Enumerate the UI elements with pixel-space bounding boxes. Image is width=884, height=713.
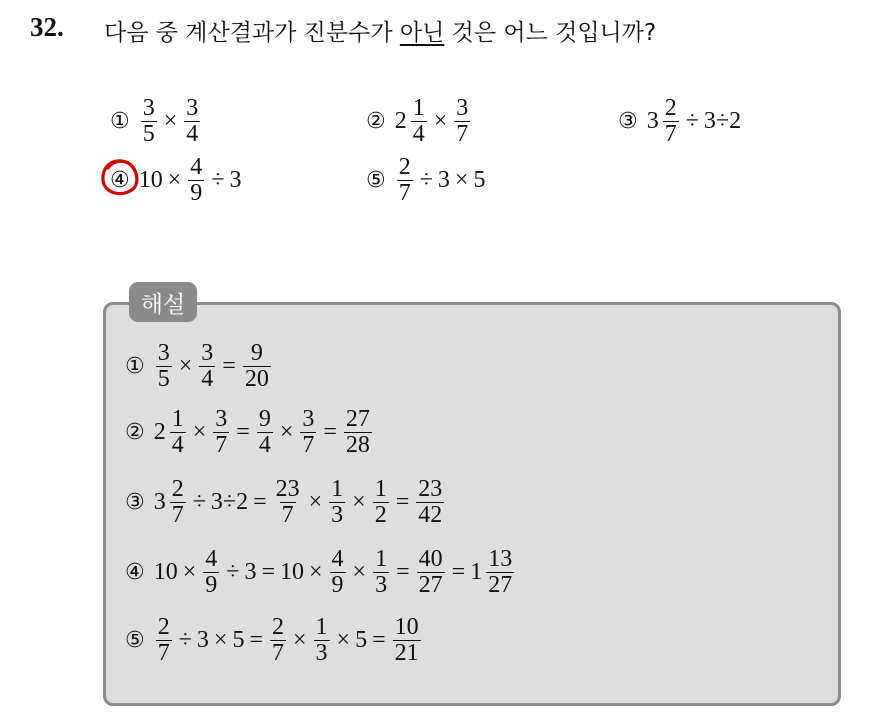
fraction-numerator: 3 <box>215 406 228 432</box>
operator: ÷ <box>685 108 699 135</box>
fraction-denominator: 27 <box>488 572 513 599</box>
fraction-denominator: 4 <box>201 366 214 393</box>
number-text: 3 <box>229 167 242 194</box>
number-text: 5 <box>232 627 245 654</box>
operator: = <box>222 353 236 380</box>
fraction-denominator: 4 <box>258 432 271 459</box>
operator: × <box>352 489 366 516</box>
fraction-denominator: 7 <box>302 432 315 459</box>
fraction-denominator: 42 <box>418 502 443 529</box>
question-text-after: 것은 어느 것입니까? <box>444 20 657 46</box>
choice-1[interactable] <box>110 96 203 147</box>
fraction-denominator: 9 <box>190 180 203 207</box>
number-text: 5 <box>355 627 368 654</box>
fraction <box>270 615 286 666</box>
fraction-denominator: 9 <box>205 572 218 599</box>
number-text: 10 <box>280 559 304 586</box>
fraction-denominator: 4 <box>412 121 425 148</box>
operator: × <box>454 167 469 194</box>
number-text: 3 <box>646 108 659 135</box>
fraction-numerator: 13 <box>488 546 513 572</box>
fraction-numerator: 1 <box>412 95 425 121</box>
number-text: 2 <box>394 108 407 135</box>
operator: × <box>309 559 323 586</box>
fraction-numerator: 1 <box>171 406 184 432</box>
fraction-numerator: 3 <box>456 95 469 121</box>
fraction <box>156 615 172 666</box>
fraction <box>274 477 302 528</box>
choice-marker: ① <box>125 354 145 380</box>
number-text: 2 <box>153 419 166 446</box>
fraction-numerator: 23 <box>418 476 443 502</box>
fraction-denominator: 20 <box>244 366 269 393</box>
number-text: 3 <box>244 559 257 586</box>
fraction-numerator: 1 <box>375 546 388 572</box>
operator: × <box>293 627 307 654</box>
fraction <box>417 547 445 598</box>
fraction <box>141 96 157 147</box>
operator: × <box>336 627 351 654</box>
fraction-denominator: 7 <box>215 432 228 459</box>
solution-line-5 <box>125 615 424 666</box>
fraction-numerator: 9 <box>258 406 271 432</box>
fraction-denominator: 7 <box>157 640 170 667</box>
number-text: 3÷2 <box>703 108 742 135</box>
fraction-denominator: 7 <box>281 502 294 529</box>
fraction-numerator: 1 <box>315 614 328 640</box>
operator: × <box>163 108 178 135</box>
operator: × <box>178 353 193 380</box>
operator: = <box>451 559 466 586</box>
operator: × <box>167 167 182 194</box>
operator: ÷ <box>419 167 433 194</box>
operator: × <box>433 108 448 135</box>
fraction <box>257 407 273 458</box>
choice-marker: ① <box>110 109 130 135</box>
fraction-denominator: 3 <box>315 640 328 667</box>
fraction-denominator: 3 <box>375 572 388 599</box>
operator: ÷ <box>178 627 192 654</box>
fraction-numerator: 4 <box>190 154 203 180</box>
fraction <box>156 341 172 392</box>
fraction-numerator: 2 <box>664 95 677 121</box>
number-text: 10 <box>153 559 178 586</box>
fraction-denominator: 7 <box>456 121 469 148</box>
fraction-numerator: 3 <box>302 406 315 432</box>
fraction <box>199 341 215 392</box>
operator: = <box>249 627 263 654</box>
fraction <box>397 155 413 206</box>
operator: × <box>213 627 228 654</box>
operator: ÷ <box>192 489 206 516</box>
operator: = <box>236 419 250 446</box>
fraction <box>344 407 372 458</box>
fraction-denominator: 28 <box>345 432 370 459</box>
choice-marker: ② <box>366 109 386 135</box>
answer-circle-mark <box>98 156 142 200</box>
choice-marker: ⑤ <box>125 628 145 654</box>
fraction-numerator: 3 <box>186 95 199 121</box>
choice-3[interactable] <box>618 96 742 147</box>
fraction-numerator: 40 <box>418 546 443 572</box>
operator: = <box>323 419 337 446</box>
operator: × <box>352 559 367 586</box>
fraction-numerator: 10 <box>394 614 419 640</box>
fraction <box>663 96 679 147</box>
operator: ÷ <box>211 167 225 194</box>
fraction-denominator: 5 <box>142 121 155 148</box>
fraction-denominator: 2 <box>374 502 387 529</box>
fraction <box>314 615 330 666</box>
operator: × <box>279 419 294 446</box>
fraction-numerator: 2 <box>398 154 411 180</box>
fraction-numerator: 3 <box>142 95 155 121</box>
fraction <box>393 615 421 666</box>
fraction <box>416 477 444 528</box>
fraction-denominator: 7 <box>171 502 184 529</box>
fraction-denominator: 7 <box>272 640 284 667</box>
fraction <box>213 407 229 458</box>
solution-line-3 <box>125 477 447 528</box>
fraction-numerator: 2 <box>171 476 184 502</box>
question-text <box>104 14 656 47</box>
fraction-numerator: 27 <box>345 406 370 432</box>
choice-marker: ④ <box>125 560 145 586</box>
solution-line-1 <box>125 341 274 392</box>
fraction-numerator: 1 <box>374 476 387 502</box>
fraction <box>184 96 200 147</box>
fraction-numerator: 3 <box>157 340 170 366</box>
choice-marker: ⑤ <box>366 168 386 194</box>
operator: = <box>396 559 410 586</box>
number-text: 3 <box>437 167 450 194</box>
number-text: 3 <box>153 489 166 516</box>
fraction-numerator: 3 <box>201 340 214 366</box>
operator: = <box>253 489 267 516</box>
fraction-denominator: 9 <box>331 572 344 599</box>
fraction-denominator: 7 <box>398 180 411 207</box>
choice-marker: ③ <box>618 109 638 135</box>
fraction <box>329 477 345 528</box>
number-text: 1 <box>470 559 483 586</box>
fraction-denominator: 27 <box>418 572 443 599</box>
question-number: 32. <box>30 12 64 42</box>
fraction <box>373 477 389 528</box>
number-text: 3 <box>196 627 209 654</box>
fraction <box>170 407 186 458</box>
solution-line-2 <box>125 407 375 458</box>
fraction-denominator: 7 <box>664 121 677 148</box>
fraction-numerator: 4 <box>331 546 344 572</box>
fraction-numerator: 2 <box>157 614 170 640</box>
number-text: 10 <box>138 167 163 194</box>
fraction <box>203 547 219 598</box>
fraction <box>411 96 427 147</box>
fraction-denominator: 3 <box>331 502 344 529</box>
operator: = <box>261 559 275 586</box>
fraction <box>300 407 316 458</box>
fraction-numerator: 23 <box>275 476 300 502</box>
operator: × <box>308 489 323 516</box>
choice-marker: ② <box>125 420 145 446</box>
fraction <box>330 547 346 598</box>
fraction <box>486 547 514 598</box>
choice-marker: ④ <box>110 168 130 194</box>
choice-2[interactable] <box>366 96 473 147</box>
fraction <box>454 96 470 147</box>
fraction-denominator: 4 <box>186 121 199 148</box>
fraction-denominator: 21 <box>394 640 419 667</box>
choice-marker: ③ <box>125 490 145 516</box>
fraction-numerator: 4 <box>205 546 218 572</box>
solution-tab: 해설 <box>129 282 197 322</box>
operator: = <box>395 489 410 516</box>
operator: ÷ <box>226 559 240 586</box>
fraction <box>243 341 271 392</box>
operator: × <box>192 419 207 446</box>
choice-5[interactable] <box>366 155 486 206</box>
fraction-numerator: 1 <box>331 476 344 502</box>
operator: = <box>372 627 386 654</box>
fraction <box>373 547 389 598</box>
number-text: 5 <box>473 167 486 194</box>
fraction <box>170 477 186 528</box>
fraction <box>188 155 204 206</box>
question-text-before: 다음 중 계산결과가 진분수가 <box>104 20 400 46</box>
solution-line-4 <box>125 547 517 598</box>
fraction-numerator: 9 <box>250 340 263 366</box>
operator: × <box>182 559 197 586</box>
fraction-numerator: 2 <box>272 614 284 640</box>
question-text-underlined: 아닌 <box>399 20 445 46</box>
fraction-denominator: 4 <box>171 432 184 459</box>
fraction-denominator: 5 <box>157 366 170 393</box>
number-text: 3÷2 <box>210 489 249 516</box>
